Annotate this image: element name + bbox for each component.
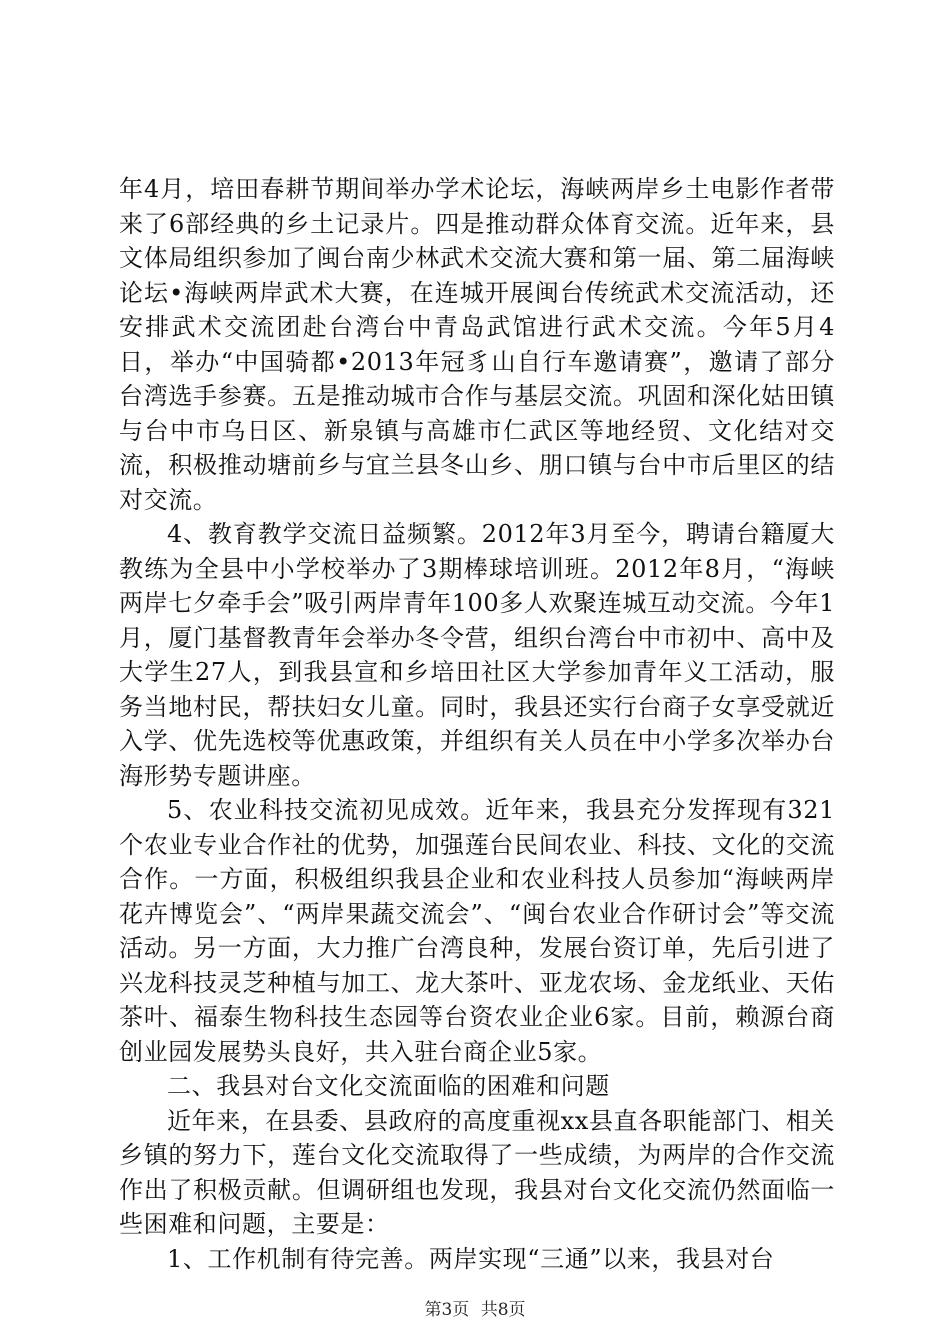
section-heading: 二、我县对台文化交流面临的困难和问题 — [167, 1072, 610, 1100]
page-total: 共8页 — [480, 1300, 526, 1320]
paragraph-1: 年4月，培田春耕节期间举办学术论坛，海峡两岸乡土电影作者带来了6部经典的乡土记录片。四是推动群众体育交流。近年来，县文体局组织参加了闽台南少林武术交流大赛和第一届、第二届海峡论坛•海峡两岸武术大赛，在连城开展闽台传统武术交流活动，还安排武术交流团赴台湾台中青岛武馆进行武术交流。今年5月4日，举办“中国骑都•2013年冠豸山自行车邀请赛”，邀请了部分台湾选手参赛。五是推动城市合作与基层交流。巩固和深化姑田镇与台中市乌日区、新泉镇与高雄市仁武区等地经贸、文化结对交流，积极推动塘前乡与宜兰县冬山乡、朋口镇与台中市后里区的结对交流。 — [119, 175, 835, 514]
page-number: 第3页 — [424, 1300, 470, 1320]
paragraph-6: 1、工作机制有待完善。两岸实现“三通”以来，我县对台 — [167, 1244, 775, 1273]
page-footer — [0, 1295, 950, 1320]
paragraph-5: 近年来，在县委、县政府的高度重视xx县直各职能部门、相关乡镇的努力下，莲台文化交流取得了一些成绩，为两岸的合作交流作出了积极贡献。但调研组也发现，我县对台文化交流仍然面临一些困难和问题，主要是： — [119, 1106, 835, 1238]
paragraph-3: 5、农业科技交流初见成效。近年来，我县充分发挥现有321个农业专业合作社的优势，加强莲台民间农业、科技、文化的交流合作。一方面，积极组织我县企业和农业科技人员参加“海峡两岸花卉博览会”、“两岸果蔬交流会”、“闽台农业合作研讨会”等交流活动。另一方面，大力推广台湾良种，发展台资订单，先后引进了兴龙科技灵芝种植与加工、龙大茶叶、亚龙农场、金龙纸业、天佑茶叶、福泰生物科技生态园等台资农业企业6家。目前，赖源台商创业园发展势头良好，共入驻台商企业5家。 — [119, 796, 835, 1066]
paragraph-2: 4、教育教学交流日益频繁。2012年3月至今，聘请台籍厦大教练为全县中小学校举办了3期棒球培训班。2012年8月，“海峡两岸七夕牵手会”吸引两岸青年100多人欢聚连城互动交流。今年1月，厦门基督教青年会举办冬令营，组织台湾台中市初中、高中及大学生27人，到我县宣和乡培田社区大学参加青年义工活动，服务当地村民，帮扶妇女儿童。同时，我县还实行台商子女享受就近入学、优先选校等优惠政策，并组织有关人员在中小学多次举办台海形势专题讲座。 — [119, 520, 835, 790]
document-body — [119, 172, 835, 1276]
